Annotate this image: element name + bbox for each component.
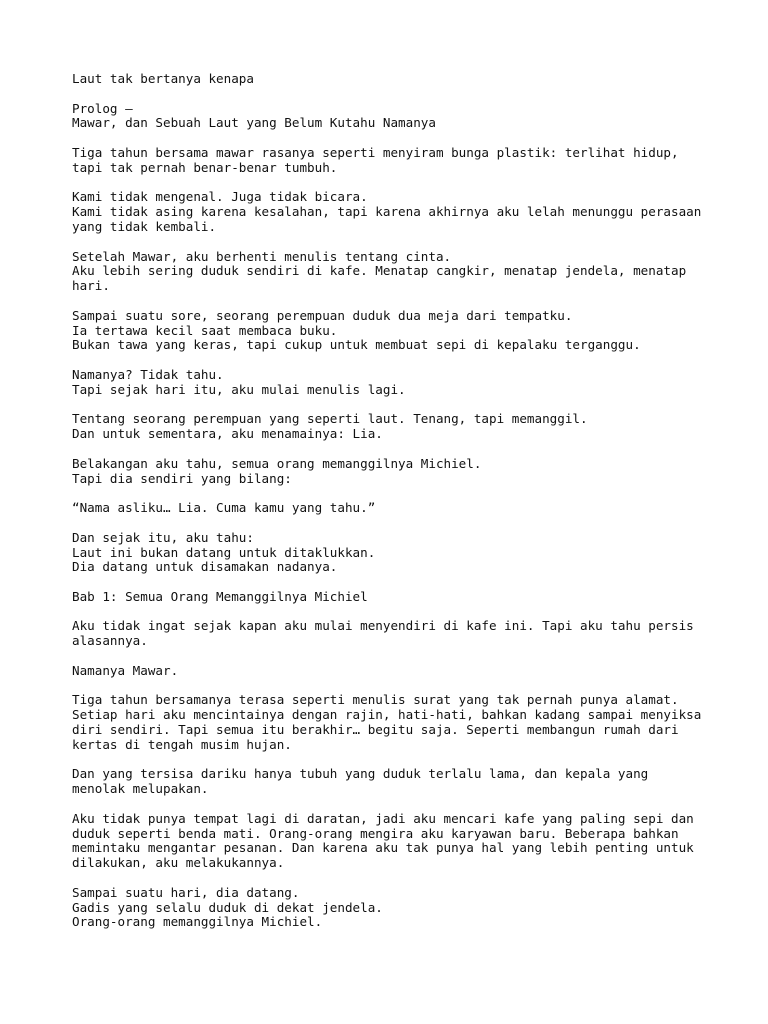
- text-line: Tiga tahun bersama mawar rasanya seperti menyiram bunga plastik: terlihat hidup,: [72, 144, 679, 160]
- text-line: diri sendiri. Tapi semua itu berakhir… begitu saja. Seperti membangun rumah dari: [72, 722, 679, 738]
- prolog-paragraph-6: [72, 412, 722, 442]
- chapter-1-paragraph-6: [72, 886, 722, 930]
- text-line: Tiga tahun bersamanya terasa seperti menulis surat yang tak pernah punya alamat.: [72, 692, 679, 708]
- text-line: Aku lebih sering duduk sendiri di kafe. Menatap cangkir, menatap jendela, menatap: [72, 263, 687, 279]
- title-line: Laut tak bertanya kenapa: [72, 71, 254, 86]
- prolog-quote: [72, 501, 722, 516]
- chapter-1-paragraph-5: [72, 812, 722, 871]
- text-line: duduk seperti benda mati. Orang-orang mengira aku karyawan baru. Beberapa bahkan: [72, 825, 679, 841]
- text-line: Orang-orang memanggilnya Michiel.: [72, 914, 323, 930]
- chapter-1-paragraph-4: [72, 767, 722, 797]
- text-line: Sampai suatu sore, seorang perempuan duduk dua meja dari tempatku.: [72, 307, 573, 323]
- text-line: Dan yang tersisa dariku hanya tubuh yang duduk terlalu lama, dan kepala yang: [72, 766, 649, 782]
- text-line: Setelah Mawar, aku berhenti menulis tentang cinta.: [72, 248, 452, 264]
- prolog-paragraph-3: [72, 250, 722, 294]
- prolog-paragraph-9: [72, 531, 722, 575]
- text-line: Kami tidak asing karena kesalahan, tapi karena akhirnya aku lelah menunggu perasaan: [72, 204, 702, 220]
- text-line: yang tidak kembali.: [72, 218, 217, 234]
- prolog-heading: [72, 102, 722, 132]
- text-line: Ia tertawa kecil saat membaca buku.: [72, 322, 338, 338]
- chapter-1-paragraph-3: [72, 693, 722, 752]
- prolog-subtitle-line: Mawar, dan Sebuah Laut yang Belum Kutahu Namanya: [72, 115, 436, 131]
- prolog-paragraph-1: [72, 146, 722, 176]
- prolog-paragraph-5: [72, 368, 722, 398]
- chapter-1-paragraph-1: [72, 619, 722, 649]
- prolog-paragraph-4: [72, 309, 722, 353]
- text-line: Aku tidak ingat sejak kapan aku mulai menyendiri di kafe ini. Tapi aku tahu persis: [72, 618, 694, 634]
- text-line: Namanya Mawar.: [72, 662, 179, 678]
- text-line: Dia datang untuk disamakan nadanya.: [72, 559, 338, 575]
- text-line: Kami tidak mengenal. Juga tidak bicara.: [72, 189, 368, 205]
- text-line: Namanya? Tidak tahu.: [72, 366, 224, 382]
- text-line: Sampai suatu hari, dia datang.: [72, 884, 300, 900]
- prolog-heading-line: Prolog –: [72, 100, 133, 116]
- text-line: dilakukan, aku melakukannya.: [72, 855, 285, 871]
- text-line: Aku tidak punya tempat lagi di daratan, jadi aku mencari kafe yang paling sepi dan: [72, 810, 694, 826]
- text-line: Tapi dia sendiri yang bilang:: [72, 470, 292, 486]
- text-line: kertas di tengah musim hujan.: [72, 736, 292, 752]
- text-line: memintaku mengantar pesanan. Dan karena aku tak punya hal yang lebih penting untuk: [72, 840, 694, 856]
- text-line: alasannya.: [72, 633, 148, 649]
- text-line: menolak melupakan.: [72, 781, 209, 797]
- prolog-paragraph-7: [72, 457, 722, 487]
- text-line: Setiap hari aku mencintainya dengan rajin, hati-hati, bahkan kadang sampai menyiksa: [72, 707, 702, 723]
- text-line: Dan untuk sementara, aku menamainya: Lia.: [72, 426, 383, 442]
- quote-line: “Nama asliku… Lia. Cuma kamu yang tahu.”: [72, 500, 376, 516]
- chapter-1-paragraph-2: [72, 664, 722, 679]
- chapter-heading-line: Bab 1: Semua Orang Memanggilnya Michiel: [72, 588, 368, 604]
- document-page: [72, 72, 722, 945]
- text-line: Laut ini bukan datang untuk ditaklukkan.: [72, 544, 376, 560]
- text-line: Bukan tawa yang keras, tapi cukup untuk membuat sepi di kepalaku terganggu.: [72, 337, 641, 353]
- prolog-paragraph-2: [72, 190, 722, 234]
- text-line: Tentang seorang perempuan yang seperti laut. Tenang, tapi memanggil.: [72, 411, 588, 427]
- text-line: tapi tak pernah benar-benar tumbuh.: [72, 159, 338, 175]
- document-title: [72, 72, 722, 87]
- text-line: hari.: [72, 278, 110, 294]
- text-line: Belakangan aku tahu, semua orang memanggilnya Michiel.: [72, 455, 482, 471]
- text-line: Tapi sejak hari itu, aku mulai menulis lagi.: [72, 381, 406, 397]
- chapter-1-heading: [72, 590, 722, 605]
- text-line: Dan sejak itu, aku tahu:: [72, 529, 254, 545]
- text-line: Gadis yang selalu duduk di dekat jendela.: [72, 899, 383, 915]
